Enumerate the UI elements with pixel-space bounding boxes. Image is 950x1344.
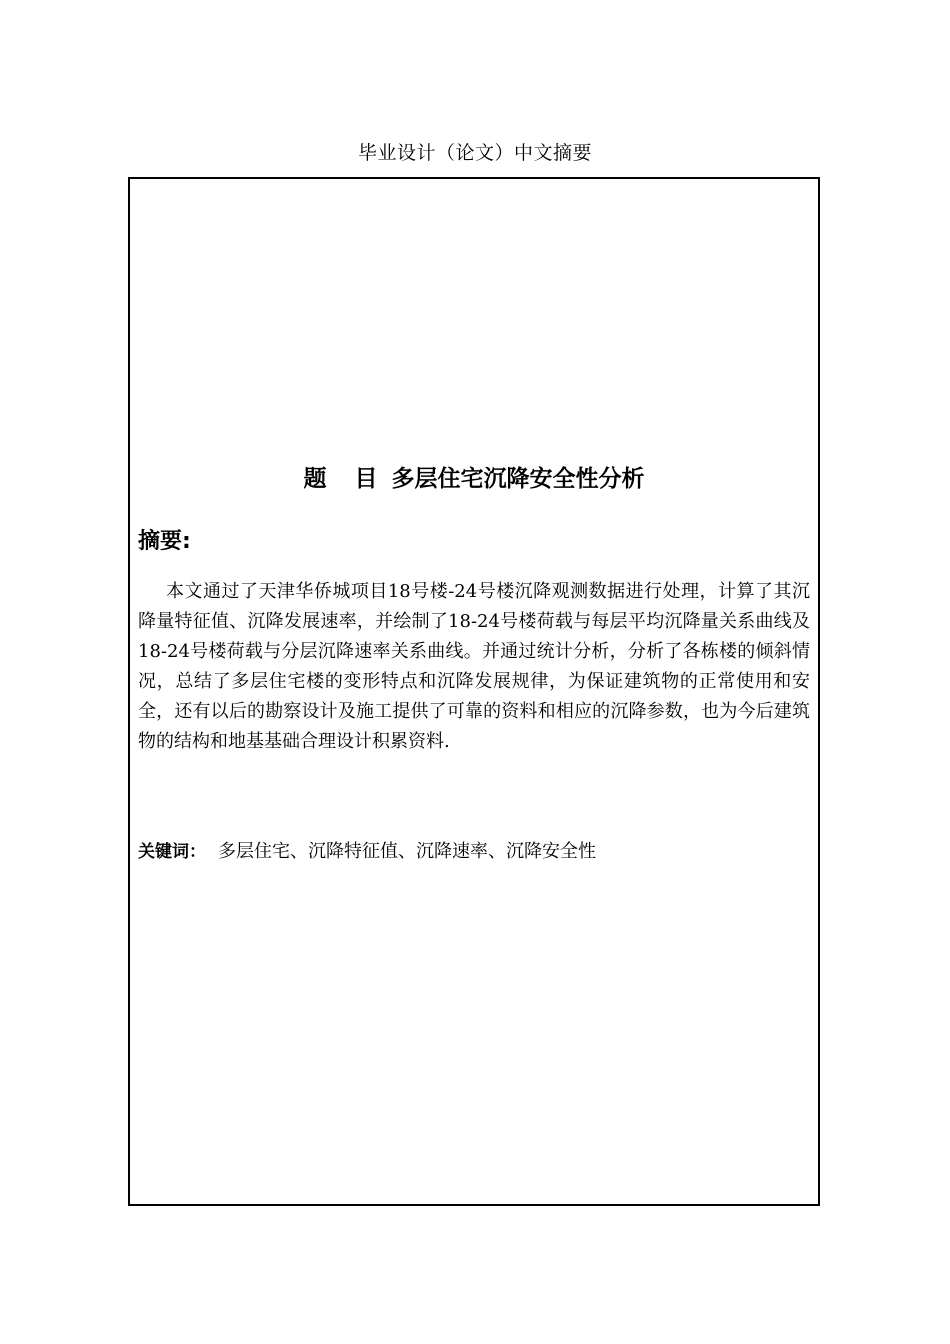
title-label-char-2: 目 (354, 466, 378, 492)
keywords-label: 关键词： (138, 842, 206, 862)
title-label-char-1: 题 (303, 466, 327, 492)
thesis-title (128, 463, 820, 495)
keywords-line (138, 838, 810, 866)
keywords-value: 多层住宅、沉降特征值、沉降速率、沉降安全性 (218, 841, 596, 862)
page-header: 毕业设计（论文）中文摘要 (357, 142, 592, 164)
abstract-heading: 摘要: (138, 529, 191, 554)
title-text: 多层住宅沉降安全性分析 (391, 466, 645, 492)
abstract-body: 本文通过了天津华侨城项目18号楼-24号楼沉降观测数据进行处理，计算了其沉降量特征值、沉降发展速率，并绘制了18-24号楼荷载与每层平均沉降量关系曲线及18-24号楼荷载与分层沉降速率关系曲线。并通过统计分析，分析了各栋楼的倾斜情况，总结了多层住宅楼的变形特点和沉降发展规律，为保证建筑物的正常使用和安全，还有以后的勘察设计及施工提供了可靠的资料和相应的沉降参数，也为今后建筑物的结构和地基基础合理设计积累资料. (138, 581, 810, 752)
